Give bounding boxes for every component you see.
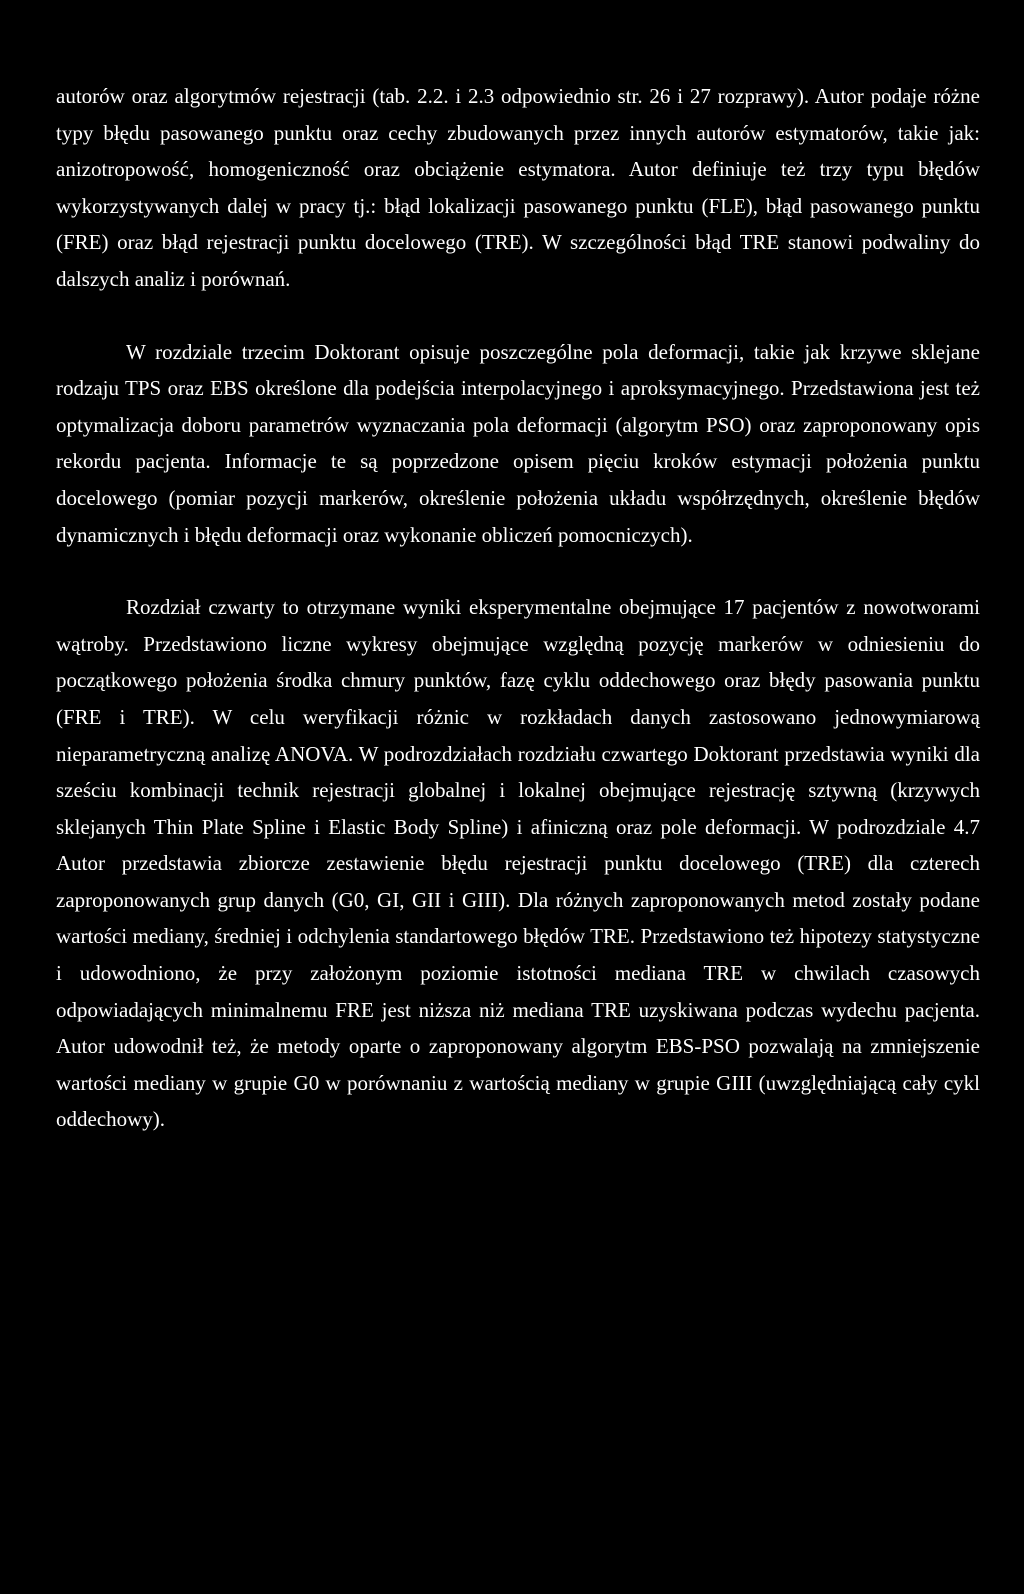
document-page: [56, 78, 980, 1138]
paragraph-chapter-four: Rozdział czwarty to otrzymane wyniki eksperymentalne obejmujące 17 pacjentów z nowotworami wątroby. Przedstawiono liczne wykresy obejmujące względną pozycję markerów w odniesieniu do początkowego położenia środka chmury punktów, fazę cyklu oddechowego oraz błędy pasowania punktu (FRE i TRE). W celu weryfikacji różnic w rozkładach danych zastosowano jednowymiarową nieparametryczną analizę ANOVA. W podrozdziałach rozdziału czwartego Doktorant przedstawia wyniki dla sześciu kombinacji technik rejestracji globalnej i lokalnej obejmujące rejestrację sztywną (krzywych sklejanych Thin Plate Spline i Elastic Body Spline) i afiniczną oraz pole deformacji. W podrozdziale 4.7 Autor przedstawia zbiorcze zestawienie błędu rejestracji punktu docelowego (TRE) dla czterech zaproponowanych grup danych (G0, GI, GII i GIII). Dla różnych zaproponowanych metod zostały podane wartości mediany, średniej i odchylenia standartowego błędów TRE. Przedstawiono też hipotezy statystyczne i udowodniono, że przy założonym poziomie istotności mediana TRE w chwilach czasowych odpowiadających minimalnemu FRE jest niższa niż mediana TRE uzyskiwana podczas wydechu pacjenta. Autor udowodnił też, że metody oparte o zaproponowany algorytm EBS-PSO pozwalają na zmniejszenie wartości mediany w grupie G0 w porównaniu z wartością mediany w grupie GIII (uwzględniającą cały cykl oddechowy).: [56, 595, 980, 1132]
paragraph-continuation: autorów oraz algorytmów rejestracji (tab. 2.2. i 2.3 odpowiednio str. 26 i 27 rozprawy). Autor podaje różne typy błędu pasowanego punktu oraz cechy zbudowanych przez innych autorów estymatorów, takie jak: anizotropowość, homogeniczność oraz obciążenie estymatora. Autor definiuje też trzy typu błędów wykorzystywanych dalej w pracy tj.: błąd lokalizacji pasowanego punktu (FLE), błąd pasowanego punktu (FRE) oraz błąd rejestracji punktu docelowego (TRE). W szczególności błąd TRE stanowi podwaliny do dalszych analiz i porównań.: [56, 84, 980, 291]
paragraph-chapter-three: W rozdziale trzecim Doktorant opisuje poszczególne pola deformacji, takie jak krzywe sklejane rodzaju TPS oraz EBS określone dla podejścia interpolacyjnego i aproksymacyjnego. Przedstawiona jest też optymalizacja doboru parametrów wyznaczania pola deformacji (algorytm PSO) oraz zaproponowany opis rekordu pacjenta. Informacje te są poprzedzone opisem pięciu kroków estymacji położenia punktu docelowego (pomiar pozycji markerów, określenie położenia układu współrzędnych, określenie błędów dynamicznych i błędu deformacji oraz wykonanie obliczeń pomocniczych).: [56, 339, 980, 547]
